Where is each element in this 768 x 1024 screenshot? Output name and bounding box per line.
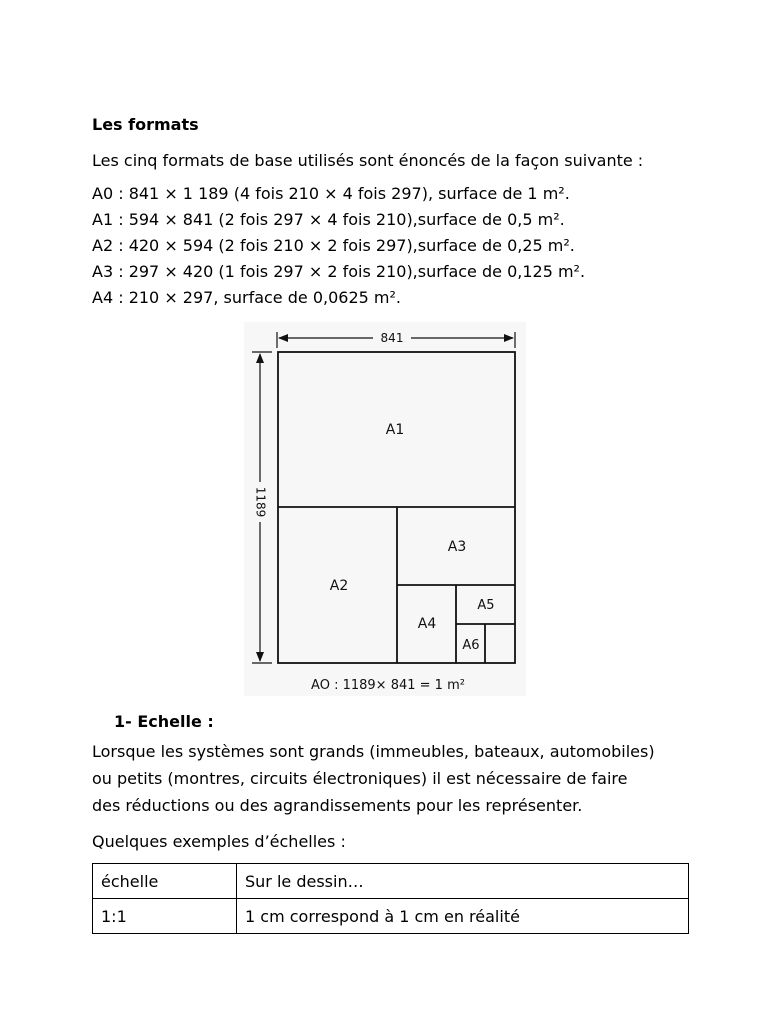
scale-examples-table — [92, 863, 689, 934]
region-label-a4: A4 — [417, 616, 437, 632]
section-heading-echelle: 1- Echelle : — [114, 712, 214, 731]
formats-intro: Les cinq formats de base utilisés sont énoncés de la façon suivante : — [92, 151, 644, 170]
region-label-a5: A5 — [477, 598, 495, 613]
region-label-a1: A1 — [385, 422, 405, 438]
echelle-paragraph-line-3: des réductions ou des agrandissements pour les représenter. — [92, 796, 583, 815]
table-header-cell: Sur le dessin… — [237, 864, 689, 899]
diagram-caption: AO : 1189× 841 = 1 m² — [311, 678, 465, 693]
region-label-a6: A6 — [462, 638, 480, 653]
width-label: 841 — [380, 331, 404, 345]
echelle-paragraph-line-1: Lorsque les systèmes sont grands (immeubles, bateaux, automobiles) — [92, 742, 655, 761]
format-line-a1: A1 : 594 × 841 (2 fois 297 × 4 fois 210),surface de 0,5 m². — [92, 210, 565, 229]
section-heading-formats: Les formats — [92, 115, 199, 134]
echelle-paragraph-line-2: ou petits (montres, circuits électroniques) il est nécessaire de faire — [92, 769, 628, 788]
format-line-a0: A0 : 841 × 1 189 (4 fois 210 × 4 fois 297), surface de 1 m². — [92, 184, 570, 203]
table-cell: 1:1 — [93, 899, 237, 934]
table-header-row — [93, 864, 689, 899]
scale-examples-intro: Quelques exemples d’échelles : — [92, 832, 346, 851]
format-line-a2: A2 : 420 × 594 (2 fois 210 × 2 fois 297),surface de 0,25 m². — [92, 236, 575, 255]
format-line-a4: A4 : 210 × 297, surface de 0,0625 m². — [92, 288, 401, 307]
paper-format-diagram — [244, 322, 526, 696]
region-label-a3: A3 — [447, 539, 467, 555]
table-header-cell: échelle — [93, 864, 237, 899]
table-row — [93, 899, 689, 934]
table-cell: 1 cm correspond à 1 cm en réalité — [237, 899, 689, 934]
format-line-a3: A3 : 297 × 420 (1 fois 297 × 2 fois 210),surface de 0,125 m². — [92, 262, 586, 281]
height-label: 1189 — [253, 486, 268, 518]
region-label-a2: A2 — [329, 578, 349, 594]
